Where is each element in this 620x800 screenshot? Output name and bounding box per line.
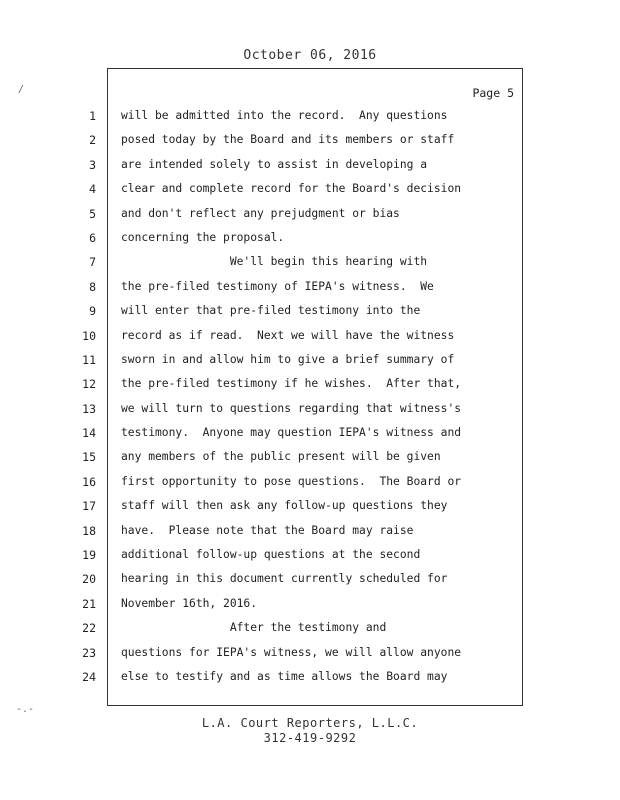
transcript-line: will be admitted into the record. Any questions: [121, 109, 448, 122]
transcript-line: sworn in and allow him to give a brief summary of: [121, 352, 455, 366]
header-date: October 06, 2016: [243, 48, 377, 63]
line-number: 11: [82, 352, 96, 367]
transcript-line: staff will then ask any follow-up questions they: [121, 499, 448, 513]
transcript-line: questions for IEPA's witness, we will allow anyone: [121, 645, 462, 659]
transcript-line: We'll begin this hearing with: [121, 255, 428, 269]
line-number: 10: [82, 328, 96, 343]
transcript-line: clear and complete record for the Board's decision: [121, 182, 462, 196]
scan-mark: /: [18, 84, 25, 95]
line-number-column: [66, 104, 102, 689]
transcript-line: else to testify and as time allows the Board may: [121, 669, 448, 683]
transcript-line: the pre-filed testimony if he wishes. After that,: [121, 377, 462, 391]
line-number: 8: [89, 279, 96, 294]
line-number: 12: [82, 377, 96, 392]
transcript-line: hearing in this document currently scheduled for: [121, 572, 448, 586]
line-number: 7: [89, 255, 96, 270]
line-number: 24: [82, 669, 96, 684]
transcript-line: first opportunity to pose questions. The Board or: [121, 474, 462, 488]
court-reporter-phone: 312-419-9292: [263, 731, 357, 745]
line-number: 1: [89, 109, 96, 123]
transcript-line: November 16th, 2016.: [121, 596, 258, 610]
transcript-body: [121, 104, 501, 689]
line-number: 14: [82, 426, 96, 441]
line-number: 16: [82, 474, 96, 489]
footer: [0, 716, 620, 746]
line-number: 17: [82, 499, 96, 514]
line-number: 20: [82, 572, 96, 587]
transcript-line: have. Please note that the Board may raise: [121, 523, 414, 537]
line-number: 23: [82, 645, 96, 660]
line-number: 13: [82, 401, 96, 416]
line-number: 3: [89, 157, 96, 172]
line-number: 22: [82, 621, 96, 636]
line-number: 15: [82, 450, 96, 465]
page-number: Page 5: [472, 86, 514, 100]
line-number: 19: [82, 548, 96, 563]
line-number: 18: [82, 523, 96, 538]
transcript-line: concerning the proposal.: [121, 230, 285, 244]
line-number: 5: [89, 206, 96, 221]
transcript-line: additional follow-up questions at the second: [121, 548, 421, 562]
line-number: 6: [89, 230, 96, 245]
transcript-line: testimony. Anyone may question IEPA's witness and: [121, 426, 462, 440]
transcript-line: posed today by the Board and its members or staff: [121, 133, 455, 147]
court-reporter-name: L.A. Court Reporters, L.L.C.: [201, 716, 419, 730]
transcript-line: the pre-filed testimony of IEPA's witness. We: [121, 279, 434, 293]
line-number: 21: [82, 596, 96, 611]
transcript-line: After the testimony and: [121, 621, 387, 635]
transcript-line: are intended solely to assist in developing a: [121, 157, 428, 171]
transcript-line: and don't reflect any prejudgment or bias: [121, 206, 400, 220]
transcript-line: record as if read. Next we will have the witness: [121, 328, 455, 342]
transcript-line: any members of the public present will be given: [121, 450, 441, 464]
line-number: 4: [89, 182, 96, 197]
scan-mark: -.-: [16, 704, 35, 715]
line-number: 9: [89, 304, 96, 319]
transcript-line: will enter that pre-filed testimony into the: [121, 304, 421, 318]
line-number: 2: [89, 133, 96, 148]
transcript-line: we will turn to questions regarding that witness's: [121, 401, 462, 415]
